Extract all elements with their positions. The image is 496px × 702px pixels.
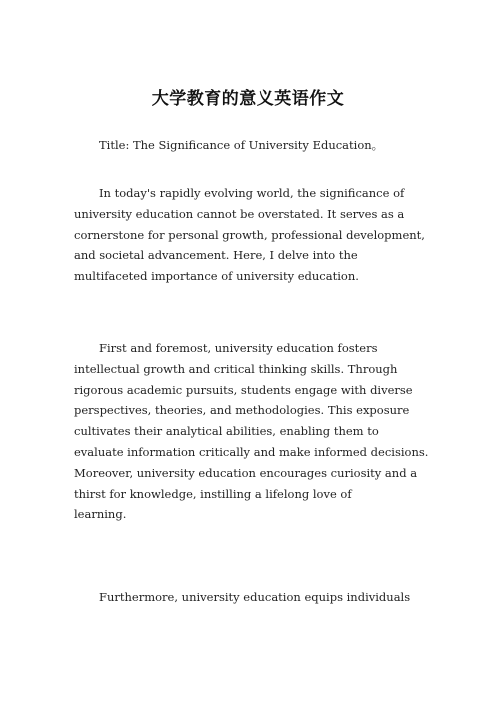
paragraph-3 [74,587,434,608]
paragraph-line: First and foremost, university education fosters [99,341,378,355]
paragraph-line: rigorous academic pursuits, students engage with diverse [74,382,413,397]
paragraph-1 [74,183,434,287]
paragraph-line: Furthermore, university education equips individuals [99,590,411,604]
paragraph-line: university education cannot be overstated. It serves as a [74,206,405,221]
paragraph-2 [74,338,434,525]
paragraph-line: multifaceted importance of university education. [74,269,359,284]
paragraph-line: thirst for knowledge, instilling a lifelong love of [74,486,352,501]
paragraph-line: and societal advancement. Here, I delve into the [74,248,358,263]
paragraph-line: cornerstone for personal growth, professional development, [74,227,425,242]
paragraph-line: In today's rapidly evolving world, the significance of [99,186,405,200]
paragraph-line: intellectual growth and critical thinking skills. Through [74,361,398,376]
essay-title: Title: The Significance of University Education。 [99,138,384,152]
paragraph-line: cultivates their analytical abilities, enabling them to [74,424,379,439]
document-heading: 大学教育的意义英语作文 [151,89,345,109]
paragraph-line: evaluate information critically and make informed decisions. [74,444,429,459]
paragraph-line: Moreover, university education encourages curiosity and a [74,465,418,480]
paragraph-line: learning. [74,507,127,522]
paragraph-line: perspectives, theories, and methodologies. This exposure [74,403,410,418]
